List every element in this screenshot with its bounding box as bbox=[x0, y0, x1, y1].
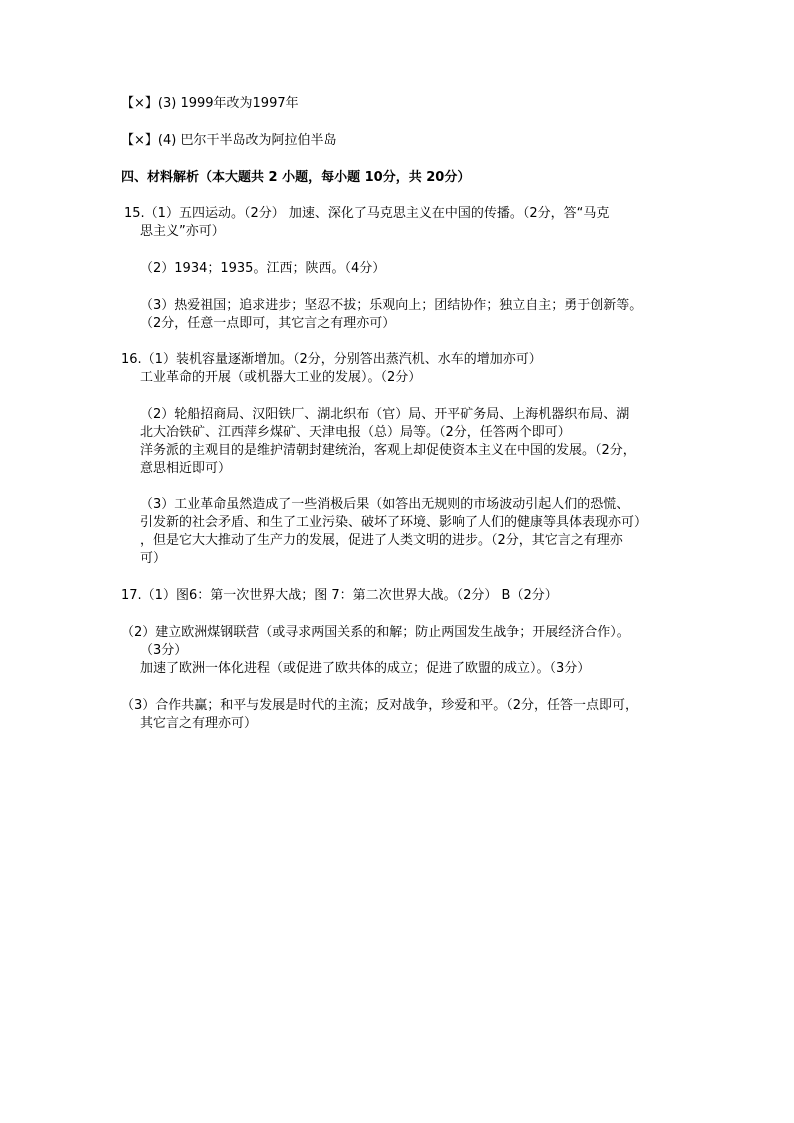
q16-answer-1-line-1: 16.（1）装机容量逐渐增加。（2分，分别答出蒸汽机、水车的增加亦可） bbox=[121, 352, 542, 367]
q15-answer-1-line-1: 15.（1）五四运动。（2分） 加速、深化了马克思主义在中国的传播。（2分，答“马克 bbox=[124, 206, 610, 221]
correction-3: 【×】(3) 1999年改为1997年 bbox=[121, 96, 299, 111]
q17-answer-2-line-2: （3分） bbox=[140, 643, 188, 658]
q16-answer-3-line-3: ，但是它大大推动了生产力的发展，促进了人类文明的进步。（2分，其它言之有理亦 bbox=[140, 533, 623, 548]
q16-answer-2-line-1: （2）轮船招商局、汉阳铁厂、湖北织布（官）局、开平矿务局、上海机器织布局、湖 bbox=[140, 407, 630, 422]
q15-answer-3-line-2: （2分，任意一点即可，其它言之有理亦可） bbox=[140, 316, 396, 331]
correction-4: 【×】(4) 巴尔干半岛改为阿拉伯半岛 bbox=[121, 133, 337, 148]
q16-answer-2-line-2: 北大冶铁矿、江西萍乡煤矿、天津电报（总）局等。（2分，任答两个即可） bbox=[140, 425, 571, 440]
q15-answer-2: （2）1934；1935。江西；陕西。（4分） bbox=[140, 261, 386, 276]
q17-answer-2-line-3: 加速了欧洲一体化进程（或促进了欧共体的成立；促进了欧盟的成立）。（3分） bbox=[140, 661, 591, 676]
q16-answer-3-line-4: 可） bbox=[140, 551, 167, 566]
q16-answer-3-line-2: 引发新的社会矛盾、和生了工业污染、破坏了环境、影响了人们的健康等具体表现亦可） bbox=[140, 515, 648, 530]
q16-answer-1-line-2: 工业革命的开展（或机器大工业的发展）。（2分） bbox=[140, 370, 422, 385]
q17-answer-1: 17.（1）图6：第一次世界大战；图 7：第二次世界大战。（2分） B（2分） bbox=[121, 588, 558, 603]
q17-answer-2-line-1: （2）建立欧洲煤钢联营（或寻求两国关系的和解；防止两国发生战争；开展经济合作）。 bbox=[121, 625, 630, 640]
q16-answer-3-line-1: （3）工业革命虽然造成了一些消极后果（如答出无规则的市场波动引起人们的恐慌、 bbox=[140, 497, 630, 512]
q17-answer-3-line-2: 其它言之有理亦可） bbox=[140, 716, 258, 731]
q15-answer-1-line-2: 思主义”亦可） bbox=[140, 224, 225, 239]
q15-answer-3-line-1: （3）热爱祖国；追求进步；坚忍不拔；乐观向上；团结协作；独立自主；勇于创新等。 bbox=[140, 298, 643, 313]
section-heading: 四、材料解析（本大题共 2 小题，每小题 10分，共 20分） bbox=[121, 170, 471, 185]
q16-answer-2-line-3: 洋务派的主观目的是维护清朝封建统治，客观上却促使资本主义在中国的发展。（2分， bbox=[140, 443, 636, 458]
q16-answer-2-line-4: 意思相近即可） bbox=[140, 461, 232, 476]
q17-answer-3-line-1: （3）合作共赢；和平与发展是时代的主流；反对战争，珍爱和平。（2分，任答一点即可， bbox=[121, 698, 639, 713]
